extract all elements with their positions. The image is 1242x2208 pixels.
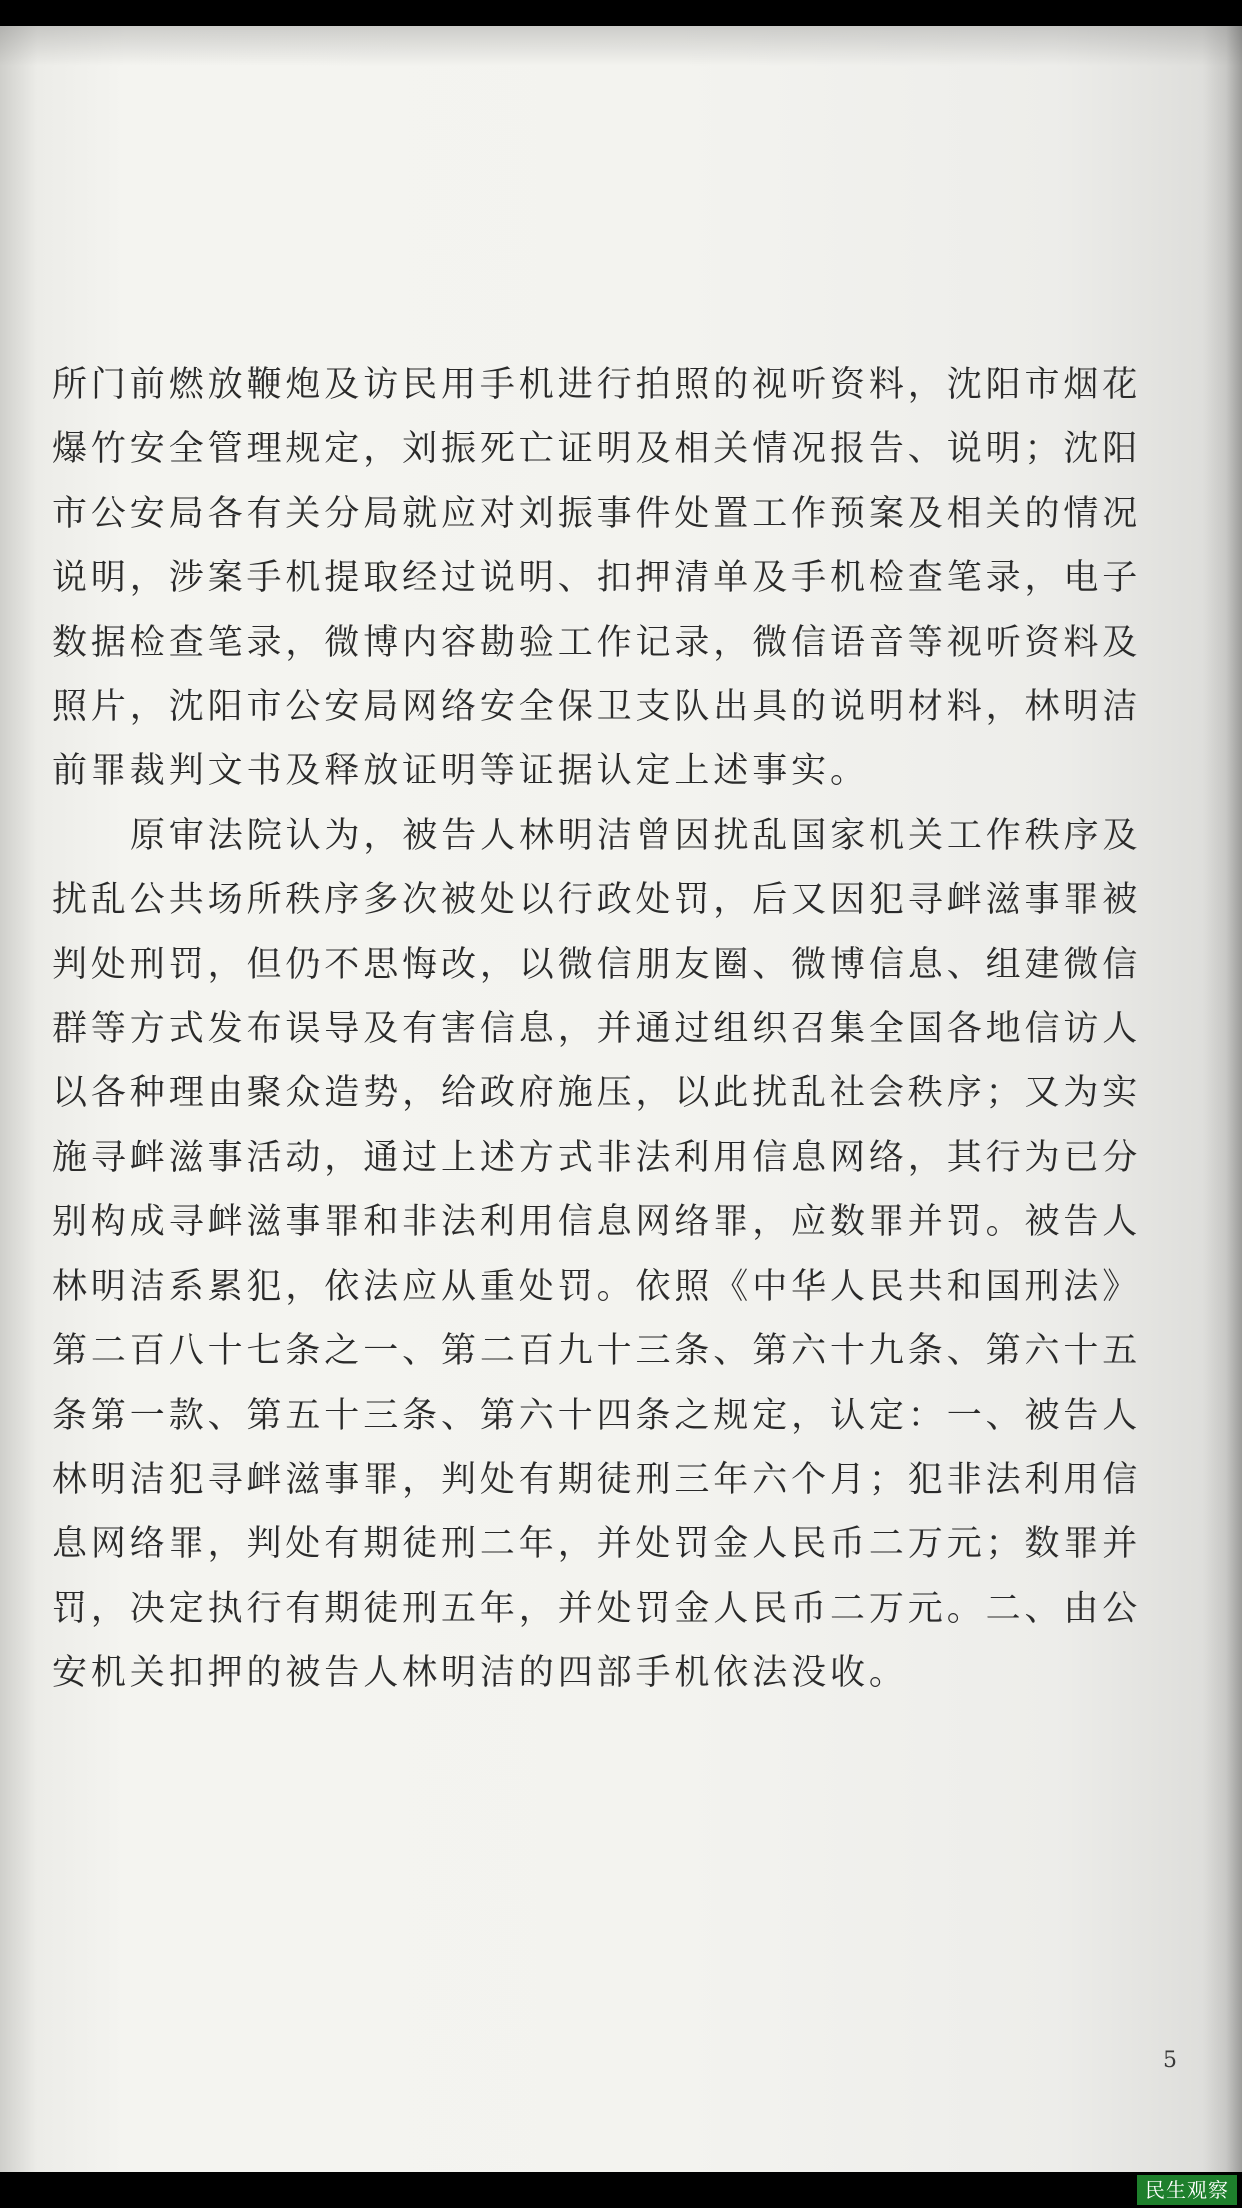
text-line: 前罪裁判文书及释放证明等证据认定上述事实。 — [52, 751, 869, 792]
text-line: 安机关扣押的被告人林明洁的四部手机依法没收。 — [52, 1653, 908, 1694]
text-line: 数据检查笔录，微博内容勘验工作记录，微信语音等视听资料及 — [52, 622, 1142, 663]
text-line: 原审法院认为，被告人林明洁曾因扰乱国家机关工作秩序及 — [130, 815, 1142, 856]
paragraph-2 — [52, 804, 1172, 1706]
text-line: 罚，决定执行有期徒刑五年，并处罚金人民币二万元。二、由公 — [52, 1588, 1142, 1629]
text-line: 照片，沈阳市公安局网络安全保卫支队出具的说明材料，林明洁 — [52, 687, 1142, 728]
text-line: 市公安局各有关分局就应对刘振事件处置工作预案及相关的情况 — [52, 493, 1142, 534]
text-line: 所门前燃放鞭炮及访民用手机进行拍照的视听资料，沈阳市烟花 — [52, 365, 1142, 405]
text-line: 爆竹安全管理规定，刘振死亡证明及相关情况报告、说明；沈阳 — [52, 429, 1142, 470]
text-line: 施寻衅滋事活动，通过上述方式非法利用信息网络，其行为已分 — [52, 1137, 1142, 1178]
text-line: 息网络罪，判处有期徒刑二年，并处罚金人民币二万元；数罪并 — [52, 1524, 1142, 1565]
text-line: 林明洁犯寻衅滋事罪，判处有期徒刑三年六个月；犯非法利用信 — [52, 1459, 1142, 1500]
text-line: 第二百八十七条之一、第二百九十三条、第六十九条、第六十五 — [52, 1331, 1142, 1372]
paragraph-1 — [52, 353, 1172, 804]
page-right-edge — [1202, 26, 1242, 2172]
top-black-bar — [0, 0, 1242, 26]
bottom-black-bar — [0, 2172, 1242, 2208]
page-top-shadow — [0, 26, 1242, 66]
text-line: 说明，涉案手机提取经过说明、扣押清单及手机检查笔录，电子 — [52, 558, 1142, 599]
watermark-badge: 民生观察 — [1137, 2175, 1237, 2205]
text-line: 判处刑罚，但仍不思悔改，以微信朋友圈、微博信息、组建微信 — [52, 944, 1142, 985]
page-number: 5 — [1163, 2048, 1177, 2073]
text-line: 以各种理由聚众造势，给政府施压，以此扰乱社会秩序；又为实 — [52, 1073, 1142, 1114]
text-line: 群等方式发布误导及有害信息，并通过组织召集全国各地信访人 — [52, 1009, 1142, 1050]
document-body — [52, 353, 1172, 1706]
text-line: 别构成寻衅滋事罪和非法利用信息网络罪，应数罪并罚。被告人 — [52, 1202, 1142, 1243]
text-line: 扰乱公共场所秩序多次被处以行政处罚，后又因犯寻衅滋事罪被 — [52, 880, 1142, 921]
text-line: 林明洁系累犯，依法应从重处罚。依照《中华人民共和国刑法》 — [52, 1266, 1142, 1307]
text-line: 条第一款、第五十三条、第六十四条之规定，认定：一、被告人 — [52, 1395, 1142, 1436]
